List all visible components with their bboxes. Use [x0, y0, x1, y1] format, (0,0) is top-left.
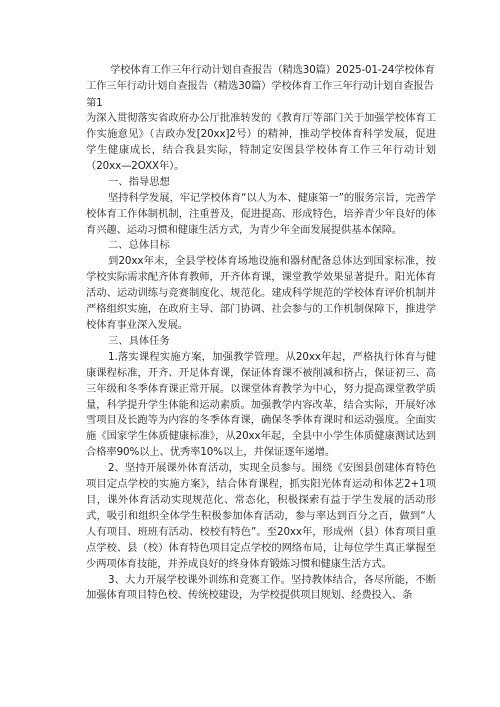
document-title: 学校体育工作三年行动计划自查报告（精选30篇）2025-01-24学校体育工作三年行动计划自查报告（精选30篇）学校体育工作三年行动计划自查报告第1 — [86, 64, 435, 109]
task-2-paragraph: 2、坚持开展课外体育活动，实现全员参与。围绕《安图县创建体育特色项目定点学校的实施方案》，结合体育课程，抓实阳光体育运动和体艺2+1项目，课外体育活动实现规范化、常态化，积极探索有益于学生发展的活动形式，吸引和组织全体学生积极参加体育活动，参与率达到百分之百，做到“人人有项目、班班有活动、校校有特色”。至20xx年，形成州（县）体育项目重点学校、县（校）体育特色项目定点学校的网络布局，让每位学生真正掌握至少两项体育技能，并养成良好的终身体育锻炼习惯和健康生活方式。 — [86, 462, 436, 570]
section-heading-overall-goals: 二、总体目标 — [108, 239, 170, 252]
document-body — [86, 111, 436, 604]
section-heading-guiding-ideology: 一、指导思想 — [108, 175, 170, 188]
task-1-paragraph: 1.落实课程实施方案，加强教学管理。从20xx年起，严格执行体育与健康课程标准，开齐、开足体育课，保证体育课不被削减和挤占，保证初三、高三年级和冬季体育课正常开展。以课堂体育教学为中心，努力提高课堂教学质量，科学提升学生体能和运动素质。加强教学内容改革，结合实际，开展好冰雪项目及长跑等为内容的冬季体育课，确保冬季体育课时和运动强度。全面实施《国家学生体质健康标准》，从20xx年起，全县中小学生体质健康测试达到合格率90%以上、优秀率10%以上，并保证逐年递增。 — [86, 350, 436, 459]
intro-paragraph: 为深入贯彻落实省政府办公厅批准转发的《教育厅等部门关于加强学校体育工作实施意见》（吉政办发[20xx]2号）的精神，推动学校体育科学发展，促进学生健康成长，结合我县实际，特制定安图县学校体育工作三年行动计划（20xx—2OXX年）。 — [86, 112, 436, 172]
task-3-paragraph: 3、大力开展学校课外训练和竞赛工作。坚持教体结合，各尽所能，不断加强体育项目特色校、传统校建设，为学校提供项目规划、经费投入、条 — [86, 573, 436, 602]
section-heading-specific-tasks: 三、具体任务 — [108, 334, 170, 347]
overall-goals-paragraph: 到20xx年末，全县学校体育场地设施和器材配备总体达到国家标准，按学校实际需求配齐体育教师，开齐体育课，课堂教学效果显著提升。阳光体育活动、运动训练与竞赛制度化、规范化。建成科学规范的学校体育评价机制并严格组织实施，在政府主导、部门协调、社会参与的工作机制保障下，推进学校体育事业深入发展。 — [86, 255, 436, 331]
guiding-ideology-paragraph: 坚持科学发展，牢记学校体育“以人为本、健康第一”的服务宗旨，完善学校体育工作体制机制，注重普及，促进提高、形成特色，培养青少年良好的体育兴趣、运动习惯和健康生活方式，为青少年全面发展提供基本保障。 — [86, 191, 436, 236]
